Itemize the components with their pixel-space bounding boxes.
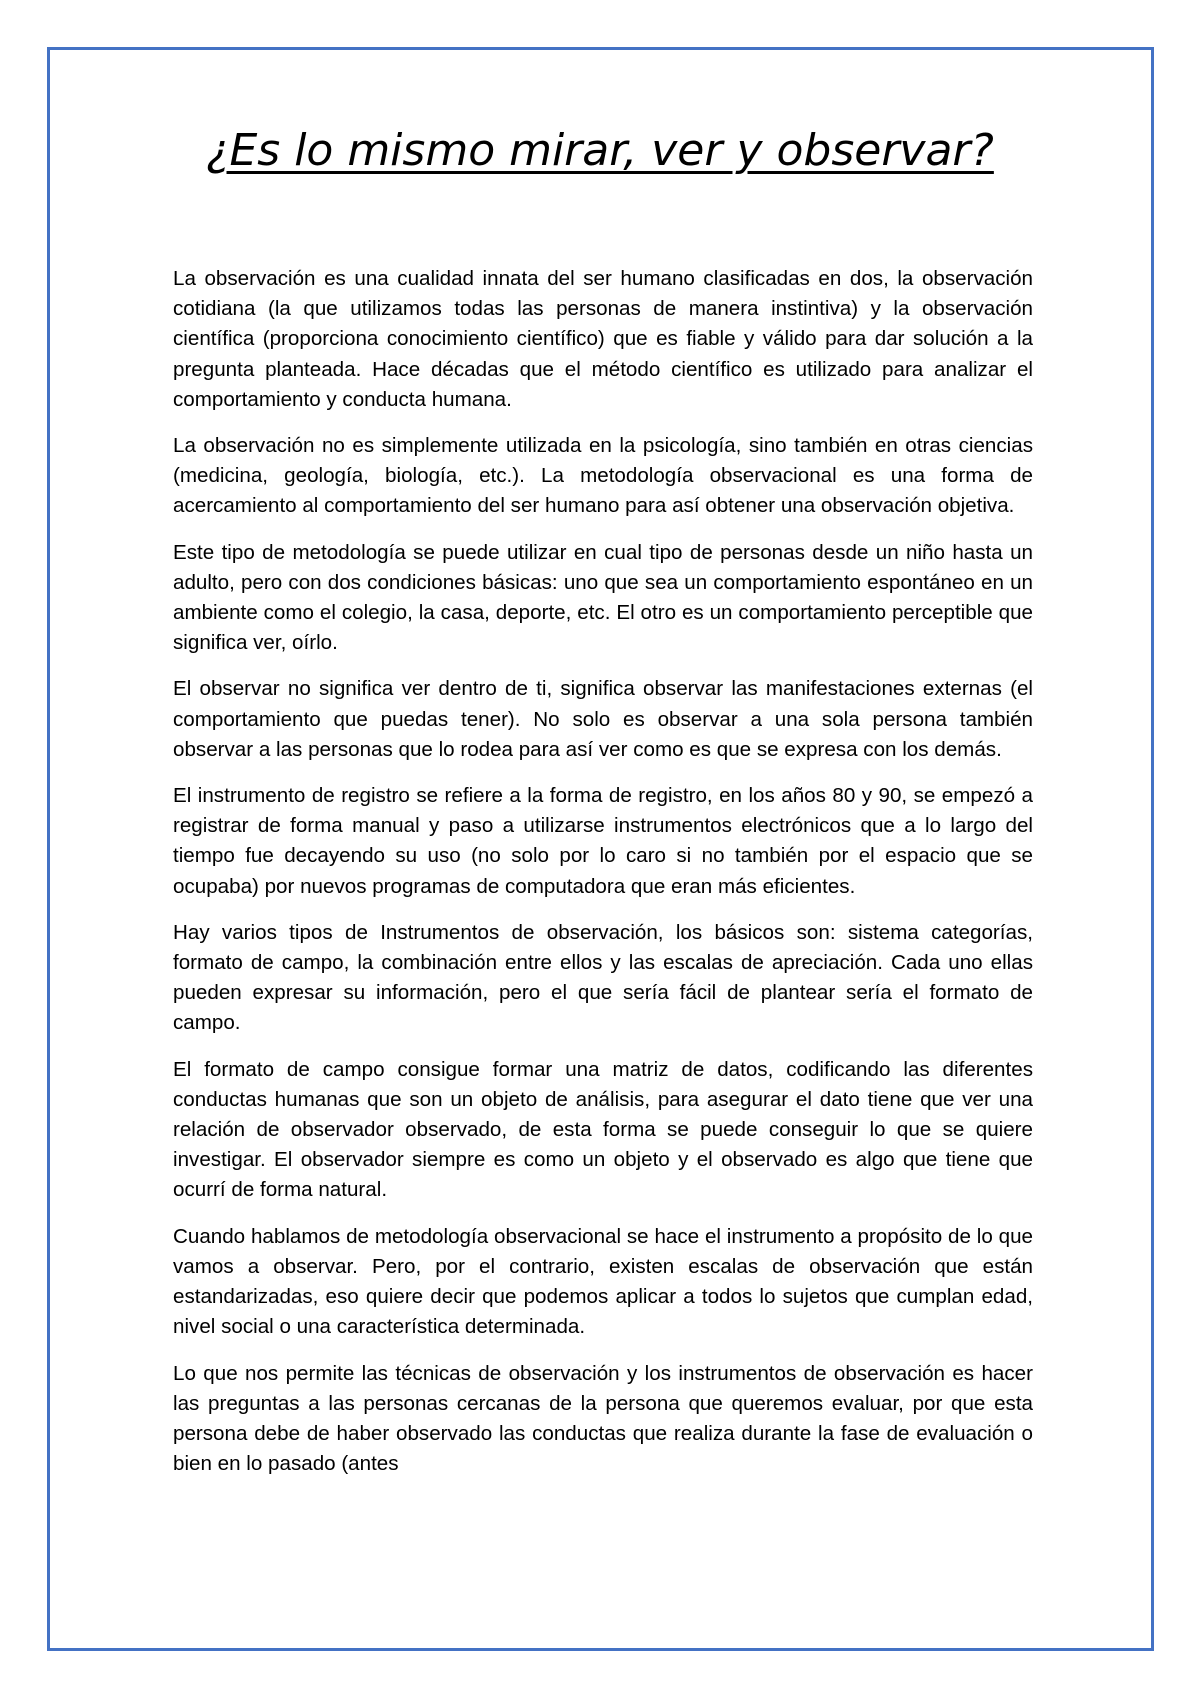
body-paragraph: Este tipo de metodología se puede utilizar en cual tipo de personas desde un niño hasta un adulto, pero con dos condiciones básicas: uno que sea un comportamiento espontáneo en un ambiente como el colegio, la casa, deporte, etc. El otro es un comportamiento perceptible que significa ver, oírlo. <box>173 540 1033 655</box>
document-body <box>173 264 1033 1495</box>
body-paragraph: Cuando hablamos de metodología observacional se hace el instrumento a propósito de lo que vamos a observar. Pero, por el contrario, existen escalas de observación que están estandarizadas, eso quiere decir que podemos aplicar a todos lo sujetos que cumplan edad, nivel social o una característica determinada. <box>173 1224 1033 1339</box>
document-title: ¿Es lo mismo mirar, ver y observar? <box>206 125 994 176</box>
body-paragraph: El formato de campo consigue formar una matriz de datos, codificando las diferentes conductas humanas que son un objeto de análisis, para asegurar el dato tiene que ver una relación de observador observado, de esta forma se puede conseguir lo que se quiere investigar. El observador siempre es como un objeto y el observado es algo que tiene que ocurrí de forma natural. <box>173 1057 1033 1202</box>
body-paragraph: El observar no significa ver dentro de ti, significa observar las manifestaciones externas (el comportamiento que puedas tener). No solo es observar a una sola persona también observar a las personas que lo rodea para así ver como es que se expresa con los demás. <box>173 677 1033 761</box>
body-paragraph: Lo que nos permite las técnicas de observación y los instrumentos de observación es hacer las preguntas a las personas cercanas de la persona que queremos evaluar, por que esta persona debe de haber observado las conductas que realiza durante la fase de evaluación o bien en lo pasado (antes <box>173 1361 1033 1476</box>
body-paragraph: La observación es una cualidad innata del ser humano clasificadas en dos, la observación cotidiana (la que utilizamos todas las personas de manera instintiva) y la observación científica (proporciona conocimiento científico) que es fiable y válido para dar solución a la pregunta planteada. Hace décadas que el método científico es utilizado para analizar el comportamiento y conducta humana. <box>173 267 1033 411</box>
body-paragraph: El instrumento de registro se refiere a la forma de registro, en los años 80 y 90, se empezó a registrar de forma manual y paso a utilizarse instrumentos electrónicos que a lo largo del tiempo fue decayendo su uso (no solo por lo caro si no también por el espacio que se ocupaba) por nuevos programas de computadora que eran más eficientes. <box>173 784 1033 898</box>
body-paragraph: La observación no es simplemente utilizada en la psicología, sino también en otras ciencias (medicina, geología, biología, etc.). La metodología observacional es una forma de acercamiento al comportamiento del ser humano para así obtener una observación objetiva. <box>173 434 1033 518</box>
body-paragraph: Hay varios tipos de Instrumentos de observación, los básicos son: sistema categorías, formato de campo, la combinación entre ellos y las escalas de apreciación. Cada uno ellas pueden expresar su información, pero el que sería fácil de plantear sería el formato de campo. <box>173 920 1033 1035</box>
